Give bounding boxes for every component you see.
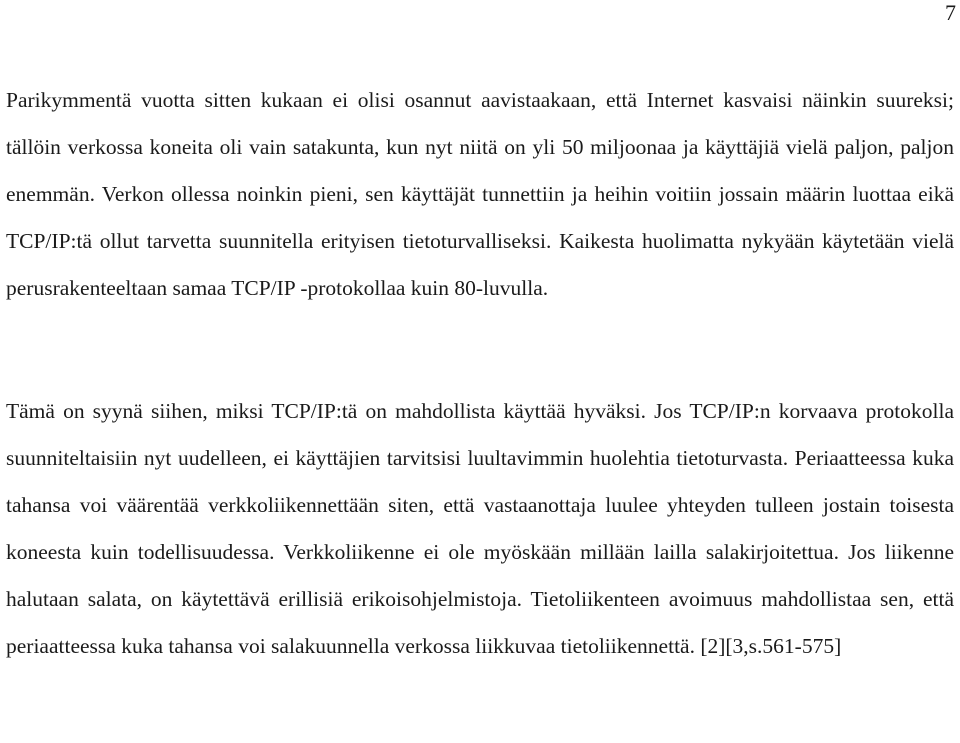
body-paragraph-1: Parikymmentä vuotta sitten kukaan ei olisi osannut aavistaakaan, että Internet kasvaisi näinkin suureksi; tällöin verkossa koneita oli vain satakunta, kun nyt niitä on yli 50 miljoonaa ja käyttäjiä vielä paljon, paljon enemmän. Verkon ollessa noinkin pieni, sen käyttäjät tunnettiin ja heihin voitiin jossain määrin luottaa eikä TCP/IP:tä ollut tarvetta suunnitella erityisen tietoturvalliseksi. Kaikesta huolimatta nykyään käytetään vielä perusrakenteeltaan samaa TCP/IP -protokollaa kuin 80-luvulla.: [6, 88, 954, 300]
body-paragraph-2: Tämä on syynä siihen, miksi TCP/IP:tä on mahdollista käyttää hyväksi. Jos TCP/IP:n korvaava protokolla suunniteltaisiin nyt uudelleen, ei käyttäjien tarvitsisi luultavimmin huolehtia tietoturvasta. Periaatteessa kuka tahansa voi väärentää verkkoliikennettään siten, että vastaanottaja luulee yhteyden tulleen jostain toisesta koneesta kuin todellisuudessa. Verkkoliikenne ei ole myöskään millään lailla salakirjoitettua. Jos liikenne halutaan salata, on käytettävä erillisiä erikoisohjelmistoja. Tietoliikenteen avoimuus mahdollistaa sen, että periaatteessa kuka tahansa voi salakuunnella verkossa liikkuvaa tietoliikennettä. [2][3,s.561-575]: [6, 399, 954, 658]
page-number: 7: [945, 0, 956, 25]
